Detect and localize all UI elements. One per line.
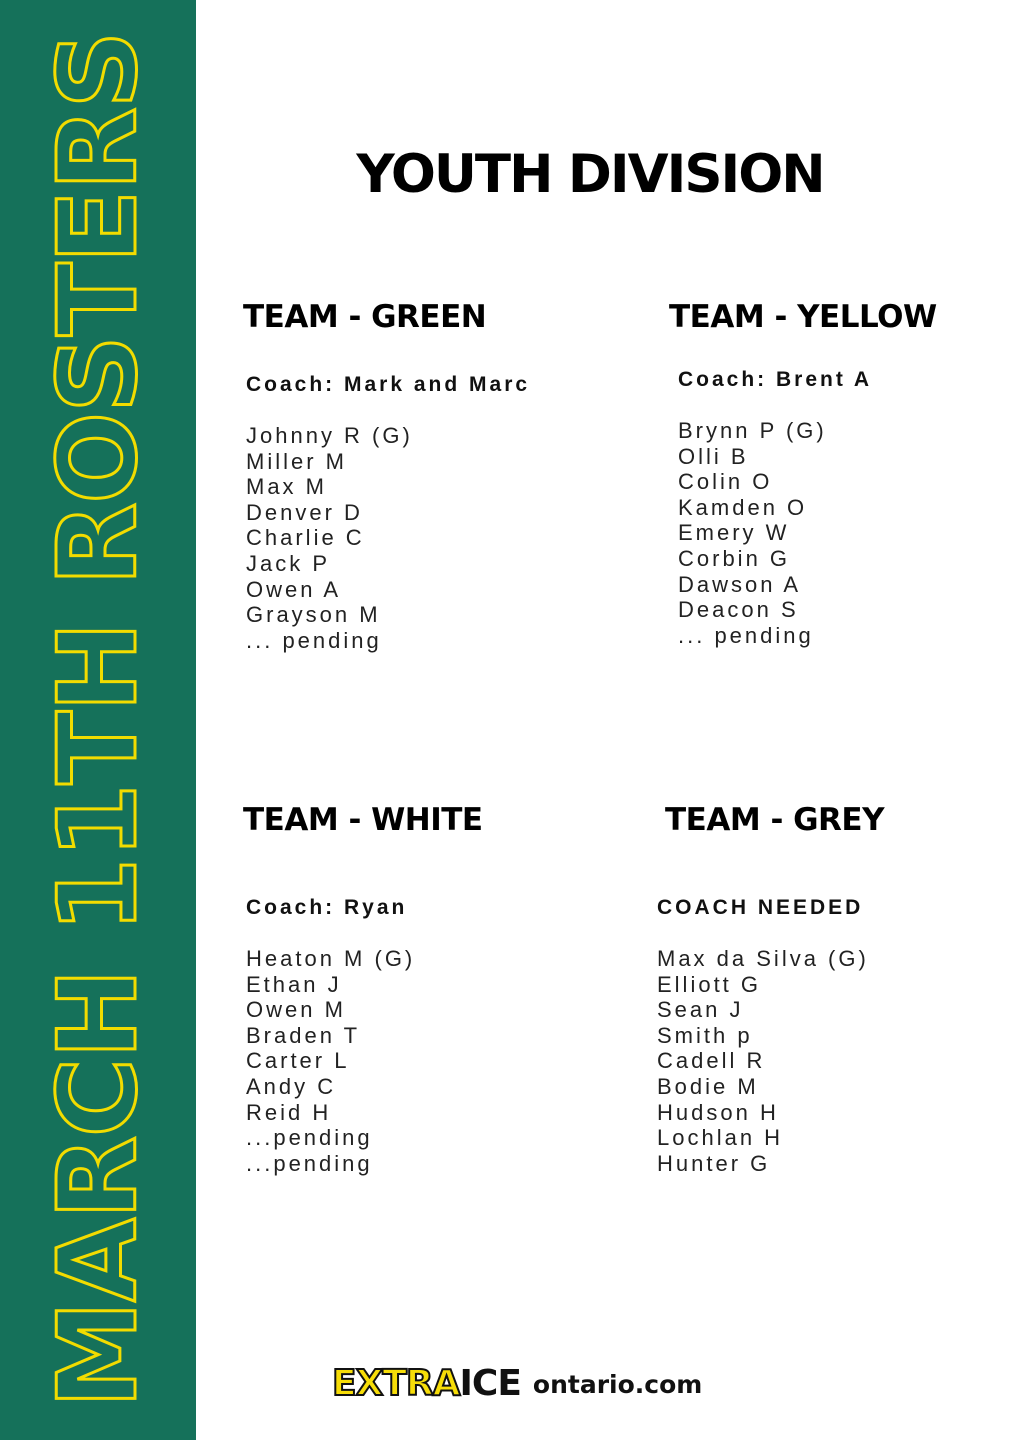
list-item: Braden T [246,1022,361,1048]
list-item: Sean J [657,997,744,1023]
list-item: Olli B [678,443,749,469]
list-item: Lochlan H [657,1125,784,1151]
list-item: Grayson M [246,602,381,628]
list-item: ...pending [246,1150,373,1176]
page-title: YOUTH DIVISION [356,144,824,205]
list-item: Elliott G [657,971,762,997]
team-name: TEAM - GREEN [243,299,487,335]
team-green [243,299,531,653]
list-item: Heaton M (G) [246,946,416,971]
list-item: ... pending [246,627,382,653]
list-item: Kamden O [678,494,808,520]
list-item: Carter L [246,1048,350,1074]
list-item: Denver D [246,499,363,525]
list-item: Andy C [246,1073,337,1099]
player-list [246,423,413,653]
list-item: Owen M [246,997,346,1023]
player-list [678,418,827,648]
list-item: Deacon S [678,597,799,623]
list-item: Corbin G [678,545,791,571]
list-item: ... pending [678,622,814,648]
team-name: TEAM - GREY [665,802,885,838]
list-item: Bodie M [657,1073,759,1099]
team-name: TEAM - YELLOW [669,299,937,335]
list-item: Colin O [678,469,773,495]
list-item: Owen A [246,576,342,602]
list-item: Johnny R (G) [246,423,413,448]
team-yellow [669,299,937,648]
player-list [246,946,415,1176]
list-item: Hunter G [657,1150,771,1176]
logo-extra-text: EXTRA [332,1363,460,1404]
logo-ice-text: ICE [459,1363,521,1404]
list-item: Smith p [657,1022,753,1048]
list-item: Brynn P (G) [678,418,827,443]
list-item: Emery W [678,520,790,546]
list-item: Cadell R [657,1048,766,1074]
coach-label: COACH NEEDED [657,896,864,919]
list-item: Ethan J [246,971,342,997]
coach-label: Coach: Brent A [678,368,873,391]
list-item: Jack P [246,550,331,576]
logo-domain-text: ontario.com [532,1369,703,1399]
list-item: Hudson H [657,1099,779,1125]
list-item: Reid H [246,1099,332,1125]
coach-label: Coach: Mark and Marc [246,373,531,396]
team-white [243,802,483,1176]
side-band [0,0,196,1440]
list-item: Dawson A [678,571,802,597]
list-item: Charlie C [246,525,365,551]
list-item: ...pending [246,1125,373,1151]
team-grey [657,802,885,1176]
list-item: Max M [246,474,327,500]
list-item: Miller M [246,448,347,474]
extraice-logo [332,1362,702,1406]
list-item: Max da Silva (G) [657,946,869,971]
coach-label: Coach: Ryan [246,896,408,919]
side-title: MARCH 11TH ROSTERS [35,31,161,1409]
player-list [657,946,869,1176]
team-name: TEAM - WHITE [243,802,483,838]
